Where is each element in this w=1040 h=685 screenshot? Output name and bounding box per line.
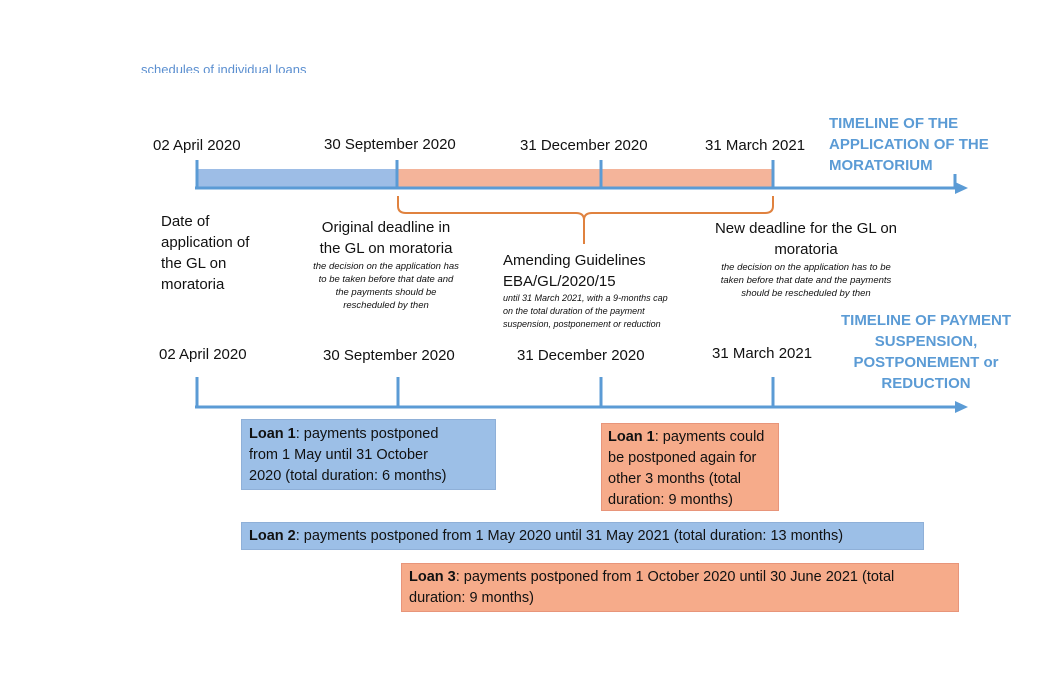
loan1-second-name: Loan 1 [608, 429, 655, 445]
amending-guidelines-description [503, 250, 668, 331]
original-deadline-note-line: rescheduled by then [343, 300, 429, 311]
loan1-first-postponement-box [241, 419, 496, 490]
top-timeline-arrowhead [955, 182, 968, 194]
start-description-line: moratoria [161, 276, 225, 293]
amending-title-line: EBA/GL/2020/15 [503, 273, 616, 290]
top-date-original-deadline: 30 September 2020 [324, 136, 456, 153]
amending-note-line: on the total duration of the payment [503, 306, 645, 316]
loan1-second-text: be postponed again for [608, 450, 757, 466]
bottom-timeline-label-line: SUSPENSION, [874, 333, 978, 350]
loan3-name: Loan 3 [409, 569, 456, 585]
bottom-timeline-label-line: TIMELINE OF PAYMENT [840, 312, 1011, 329]
amending-note-line: suspension, postponement or reduction [503, 319, 661, 329]
amending-title-line: Amending Guidelines [503, 252, 646, 269]
new-deadline-note-line: taken before that date and the payments [720, 275, 892, 286]
start-description-line: application of [161, 234, 250, 251]
amending-note [503, 292, 668, 331]
loan2-box [241, 522, 924, 550]
top-timeline-label-line: TIMELINE OF THE [829, 115, 959, 132]
new-deadline-title-line: moratoria [774, 241, 838, 258]
bottom-date-march: 31 March 2021 [712, 345, 813, 362]
start-description-line: the GL on [161, 255, 227, 272]
bottom-timeline-label [835, 310, 1017, 394]
bottom-timeline-label-line: REDUCTION [881, 375, 971, 392]
loan3-text: duration: 9 months) [409, 590, 534, 606]
new-deadline-note-line: should be rescheduled by then [741, 288, 871, 299]
new-deadline-note-line: the decision on the application has to be [721, 262, 891, 273]
loan3-line [409, 567, 951, 588]
loan1-second-postponement-box [601, 423, 779, 511]
original-deadline-title-line: Original deadline in [321, 219, 451, 236]
amending-note-line: until 31 March 2021, with a 9-months cap [503, 293, 668, 303]
start-description [161, 211, 249, 295]
original-deadline-note-line: the payments should be [335, 287, 437, 298]
top-timeline-label [829, 113, 989, 176]
new-deadline-note [693, 261, 919, 300]
new-deadline-title-line: New deadline for the GL on [714, 220, 898, 237]
bottom-timeline-arrowhead [955, 401, 968, 413]
top-date-new-deadline: 31 March 2021 [705, 137, 806, 154]
loan1-first-text: : payments postponed [295, 426, 439, 442]
loan3-box [401, 563, 959, 612]
original-deadline-note [291, 260, 481, 312]
bottom-timeline-label-line: POSTPONEMENT or [853, 354, 999, 371]
loan1-second-line [608, 427, 772, 448]
loan1-first-text: from 1 May until 31 October [249, 447, 428, 463]
loan1-second-text: : payments could [654, 429, 765, 445]
span-december-to-new-deadline [601, 169, 773, 188]
original-deadline-note-line: to be taken before that date and [318, 274, 454, 285]
top-timeline-label-line: APPLICATION OF THE [829, 136, 989, 153]
original-deadline-description [291, 217, 481, 312]
loan2-name: Loan 2 [249, 528, 296, 544]
span-original-to-december [397, 169, 601, 188]
bottom-date-september: 30 September 2020 [323, 347, 455, 364]
bottom-date-start: 02 April 2020 [159, 346, 247, 363]
top-timeline-label-line: MORATORIUM [829, 157, 933, 174]
loan3-text: : payments postponed from 1 October 2020 until 30 June 2021 (total [455, 569, 895, 585]
original-deadline-note-line: the decision on the application has [313, 261, 459, 272]
top-date-start: 02 April 2020 [153, 137, 241, 154]
loan1-first-name: Loan 1 [249, 426, 296, 442]
cut-off-header: schedules of individual loans [141, 63, 307, 73]
top-date-december: 31 December 2020 [520, 137, 648, 154]
bottom-date-december: 31 December 2020 [517, 347, 645, 364]
start-description-line: Date of [161, 213, 210, 230]
loan1-second-text: duration: 9 months) [608, 492, 733, 508]
span-before-original-deadline [197, 169, 397, 188]
loan1-first-line [249, 424, 488, 445]
loan1-second-text: other 3 months (total [608, 471, 741, 487]
new-deadline-description [693, 218, 919, 300]
loan1-first-text: 2020 (total duration: 6 months) [249, 468, 447, 484]
original-deadline-title-line: the GL on moratoria [319, 240, 453, 257]
loan2-text: : payments postponed from 1 May 2020 until 31 May 2021 (total duration: 13 months) [295, 528, 844, 544]
